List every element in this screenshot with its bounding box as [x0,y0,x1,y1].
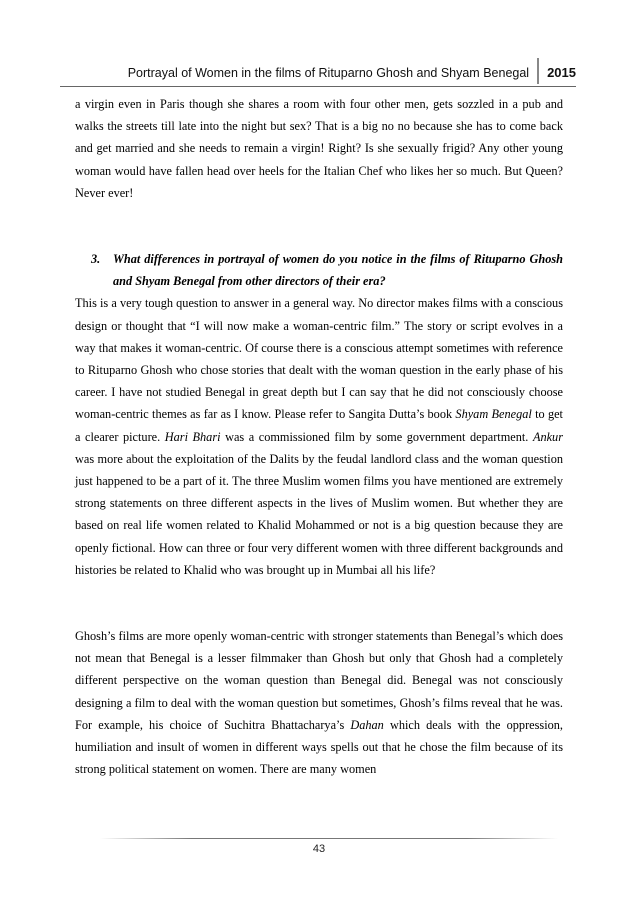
header-title: Portrayal of Women in the films of Rituparno Ghosh and Shyam Benegal [127,66,530,80]
film-title: Dahan [350,717,384,732]
running-header [60,60,576,84]
header-year: 2015 [547,65,576,80]
paragraph-continuation: a virgin even in Paris though she shares a room with four other men, gets sozzled in a pub and walks the streets till late into the night but sex? That is a big no no because she has to come back and get married and she needs to remain a virgin! Right? Is she sexually frigid? Any other young woman would have fallen head over heels for the Italian Chef who likes her so much. But Queen? Never ever! [75,97,563,200]
text-run: to get a clearer picture. [75,407,563,444]
book-title: Shyam Benegal [455,407,532,422]
answer-paragraph-2 [75,625,563,780]
text-run: This is a very tough question to answer in a general way. No director makes films with a conscious design or thought that “I will now make a woman-centric film.” The story or script evolves in a way that makes it woman-centric. Of course there is a conscious attempt sometimes with reference to Rituparno Ghosh who chose stories that dealt with the woman question in the early phase of his career. I have not studied Benegal in great depth but I can say that he did not consciously choose woman-centric themes as far as I know. Please refer to Sangita Dutta’s book [75,296,563,422]
question-text: What differences in portrayal of women do you notice in the films of Rituparno Ghosh and Shyam Benegal from other directors of their era? [113,252,563,289]
spacer [75,204,563,248]
question-3 [91,248,563,292]
answer-paragraph-1 [75,292,563,581]
text-run: was more about the exploitation of the Dalits by the feudal landlord class and the woman question just happened to be a part of it. The three Muslim women films you have mentioned are extremely strong statements on three different aspects in the lives of Muslim women. But whether they are based on real life women related to Khalid Mohammed or not is a big question because they are openly fictional. How can three or four very different women with three different backgrounds and histories be related to Khalid who was brought up in Mumbai all his life? [75,451,563,577]
text-run: Ghosh’s films are more openly woman-centric with stronger statements than Benegal’s which does not mean that Benegal is a lesser filmmaker than Ghosh but only that Ghosh had a completely different perspective on the woman question than Benegal did. Benegal was not consciously designing a film to deal with the woman question but sometimes, Ghosh’s films reveal that he was. For example, his choice of Suchitra Bhattacharya’s [75,629,563,732]
question-number: 3. [91,252,101,267]
page-body [75,93,563,780]
text-run: was a commissioned film by some government department. [220,429,533,444]
film-title: Hari Bhari [164,429,221,444]
spacer [75,581,563,625]
text-run: which deals with the oppression, humiliation and insult of women in different ways spells out that he chose the film because of its strong political statement on women. There are many women [75,717,563,777]
header-rule [60,86,576,87]
footer-rule [100,838,558,839]
page-number: 43 [312,843,326,855]
film-title: Ankur [532,429,563,444]
